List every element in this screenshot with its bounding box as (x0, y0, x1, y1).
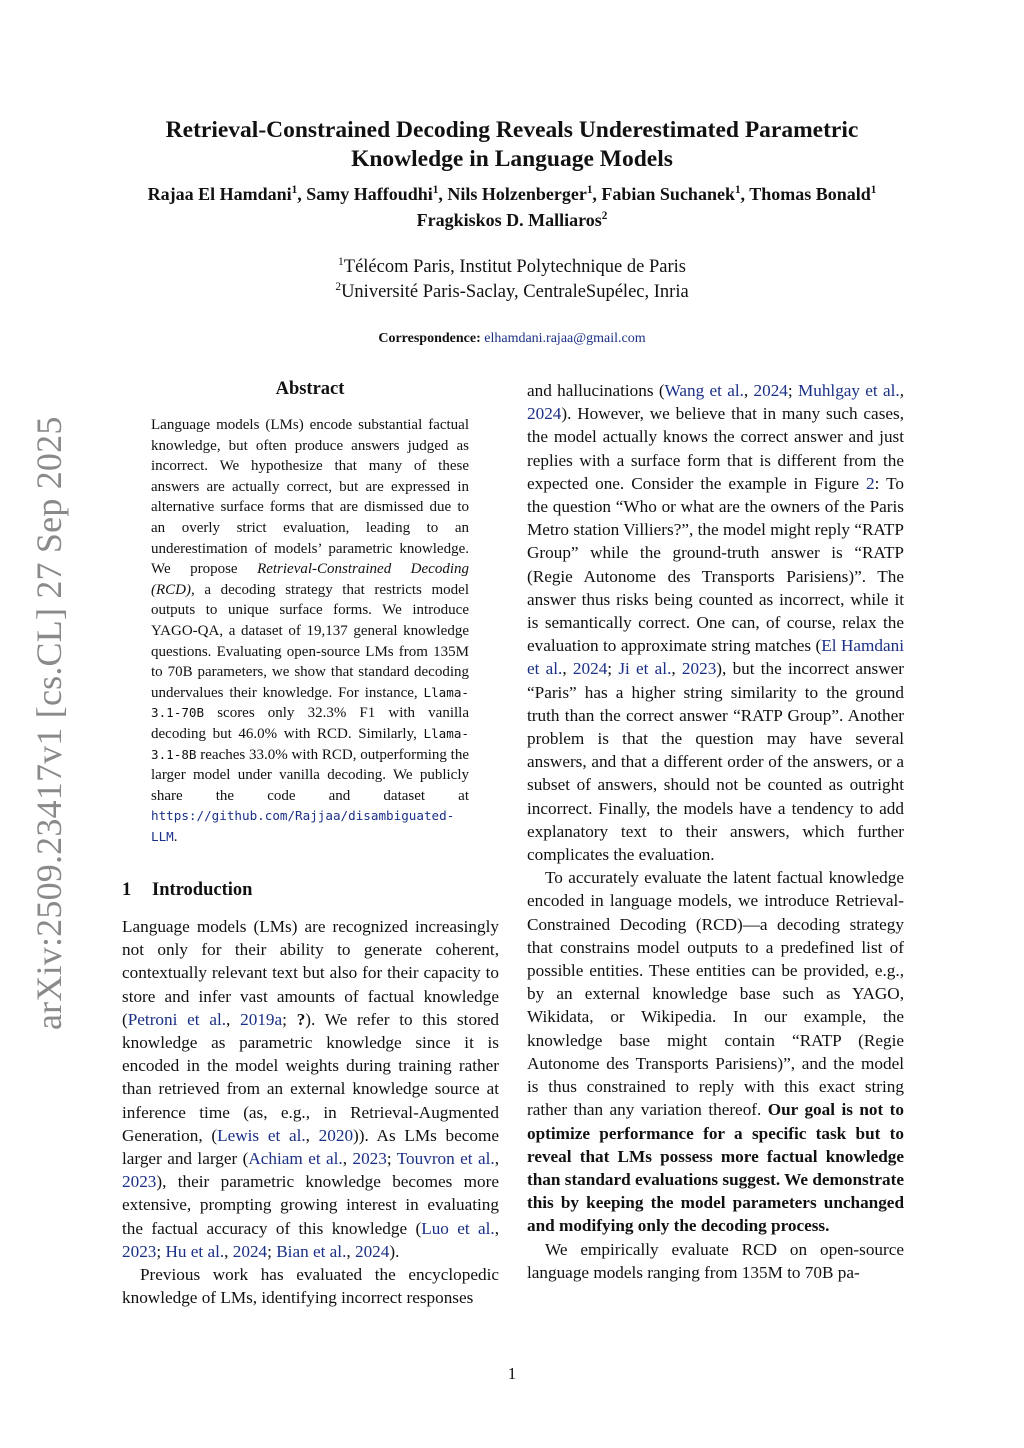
citation-link[interactable]: 2023 (122, 1241, 157, 1261)
affil-mark: 1 (432, 184, 439, 196)
citation-link[interactable]: 2020 (318, 1125, 354, 1145)
citation-link[interactable]: 2024 (232, 1241, 268, 1261)
model-name: Llama-3.1-8B (151, 725, 469, 762)
correspondence-email-link[interactable]: elhamdani.rajaa@gmail.com (484, 331, 646, 346)
missing-citation: ? (296, 1009, 306, 1029)
abstract-body: Language models (LMs) encode substantial factual knowledge, but often produce answers judged as incorrect. We hypothesize that many of these answers are actually correct, but are expressed in alternative surface forms that are dismissed due to an overly strict evaluation, leading to an underestimation of models’ parametric knowledge. We propose Retrieval-Constrained Decoding (RCD), a decoding strategy that restricts model outputs to unique surface forms. We introduce YAGO-QA, a dataset of 19,137 general knowledge questions. Evaluating open-source LMs from 135M to 70B parameters, we show that standard decoding undervalues their knowledge. For instance, Llama-3.1-70B scores only 32.3% F1 with vanilla decoding but 46.0% with RCD. Similarly, Llama-3.1-8B reaches 33.0% with RCD, outperforming the larger model under vanilla decoding. We publicly share the code and dataset at https://github.com/Rajjaa/disambiguated-LLM. (151, 417, 469, 845)
citation-link[interactable]: 2023 (352, 1149, 387, 1169)
section-heading (122, 880, 252, 901)
affil-mark: 2 (601, 210, 608, 222)
citation-link[interactable]: 2024 (753, 381, 788, 400)
citation-link[interactable]: Hu et al. (165, 1241, 225, 1261)
paragraph: To accurately evaluate the latent factual knowledge encoded in language models, we introduce Retrieval-Constrained Decoding (RCD)—a decoding strategy that constrains model outputs to a predefined list of possible entities. These entities can be provided, e.g., by an external knowledge base such as YAGO, Wikidata, or Wikipedia. In our example, the knowledge base might contain “RATP (Regie Autonome des Transports Parisiens)”, and the model is thus constrained to reply with this exact string rather than any variation thereof. Our goal is not to optimize performance for a specific task but to reveal that LMs possess more factual knowledge than standard evaluations suggest. We demonstrate this by keeping the model parameters unchanged and modifying only the decoding process. (527, 868, 904, 1236)
citation-link[interactable]: Bian et al. (276, 1241, 347, 1261)
citation-link[interactable]: 2024 (527, 404, 562, 424)
paper-title (0, 116, 1024, 174)
figure-link[interactable]: 2 (866, 473, 875, 493)
title-line-2: Knowledge in Language Models (351, 146, 673, 172)
citation-link[interactable]: Petroni et al. (127, 1009, 227, 1029)
affil-mark: 1 (870, 184, 877, 196)
title-line-1: Retrieval-Constrained Decoding Reveals Underestimated Parametric (165, 117, 859, 143)
citation-link[interactable]: El Hamdani et al. (527, 636, 905, 679)
citation-link[interactable]: Touvron et al. (396, 1149, 495, 1169)
citation-link[interactable]: 2023 (122, 1172, 157, 1192)
correspondence (0, 331, 1024, 347)
model-name: Llama-3.1-70B (151, 684, 469, 721)
abstract-heading: Abstract (275, 379, 345, 399)
affiliation-1: $^1$Télécom Paris, Institut Polytechnique de Paris (338, 255, 686, 277)
citation-link[interactable]: Lewis et al. (217, 1125, 306, 1145)
citation-link[interactable]: 2023 (681, 659, 717, 679)
author: Fragkiskos D. Malliaros (416, 210, 602, 230)
author: Thomas Bonald (749, 184, 871, 204)
affiliations (0, 255, 1024, 305)
paragraph: We empirically evaluate RCD on open-source language models ranging from 135M to 70B pa- (527, 1239, 904, 1282)
affil-mark: 1 (734, 184, 741, 196)
author-line-2 (0, 207, 1024, 233)
citation-link[interactable]: Achiam et al. (248, 1149, 343, 1169)
citation-link[interactable]: Muhlgay et al. (797, 381, 900, 400)
author: Rajaa El Hamdani (147, 184, 292, 204)
page-number: 1 (507, 1364, 517, 1383)
section-title: Introduction (152, 880, 253, 900)
github-link[interactable]: https://github.com/Rajjaa/disambiguated-LLM (151, 808, 455, 844)
bold-claim: Our goal is not to optimize performance for a specific task but to reveal that LMs possess more factual knowledge than standard evaluations suggest. We demonstrate this by keeping the model parameters unchanged and modifying only the decoding process. (527, 1100, 904, 1236)
citation-link[interactable]: 2019a (240, 1009, 283, 1029)
author-line-1: Rajaa El Hamdani$^1$, Samy Haffoudhi$^1$, Nils Holzenberger$^1$, Fabian Suchanek$^1$, Thomas Bonald$^1$ (147, 184, 877, 204)
citation-link[interactable]: 2024 (354, 1241, 390, 1261)
section-number: 1 (122, 880, 132, 900)
affiliation-2: $^2$Université Paris-Saclay, CentraleSupélec, Inria (335, 280, 689, 302)
paragraph: Language models (LMs) are recognized increasingly not only for their ability to generate coherent, contextually relevant text but also for their capacity to store and infer vast amounts of factual knowledge (Petroni et al., 2019a; ?). We refer to this stored knowledge as parametric knowledge since it is encoded in the model weights during training rather than retrieved from an external knowledge source at inference time (as, e.g., in Retrieval-Augmented Generation, (Lewis et al., 2020)). As LMs become larger and larger (Achiam et al., 2023; Touvron et al., 2023), their parametric knowledge becomes more extensive, prompting growing interest in evaluating the factual accuracy of this knowledge (Luo et al., 2023; Hu et al., 2024; Bian et al., 2024). (122, 917, 499, 1261)
arxiv-stamp: arXiv:2509.23417v1 [cs.CL] 27 Sep 2025 (29, 416, 69, 1030)
left-column (122, 915, 499, 1309)
citation-link[interactable]: Ji et al. (618, 659, 672, 679)
author: Samy Haffoudhi (306, 184, 433, 204)
paragraph: Previous work has evaluated the encyclopedic knowledge of LMs, identifying incorrect responses (122, 1265, 499, 1308)
right-column (527, 379, 904, 1284)
affil-mark: 1 (291, 184, 298, 196)
author-list (0, 181, 1024, 233)
citation-link[interactable]: 2024 (572, 659, 608, 679)
author: Nils Holzenberger (447, 184, 587, 204)
citation-link[interactable]: Wang et al. (664, 381, 744, 400)
correspondence-label: Correspondence: (378, 331, 481, 346)
paragraph: and hallucinations (Wang et al., 2024; Muhlgay et al., 2024). However, we believe that in many such cases, the model actually knows the correct answer and just replies with a surface form that is different from the expected one. Consider the example in Figure 2: To the question “Who or what are the owners of the Paris Metro station Villiers?”, the model might reply “RATP Group” while the ground-truth answer is “RATP (Regie Autonome des Transports Parisiens)”. The answer thus risks being counted as incorrect, while it is semantically correct. One can, of course, relax the evaluation to approximate string matches (El Hamdani et al., 2024; Ji et al., 2023), but the incorrect answer “Paris” has a higher string similarity to the ground truth than the correct answer “RATP Group”. Another problem is that the question may have several answers, and that a different order of the answers, or a subset of answers, should not be counted as outright incorrect. Finally, the models have a tendency to add explanatory text to their answers, which further complicates the evaluation. (527, 381, 905, 865)
citation-link[interactable]: Luo et al. (421, 1218, 495, 1238)
affil-mark: 1 (586, 184, 593, 196)
author: Fabian Suchanek (601, 184, 735, 204)
